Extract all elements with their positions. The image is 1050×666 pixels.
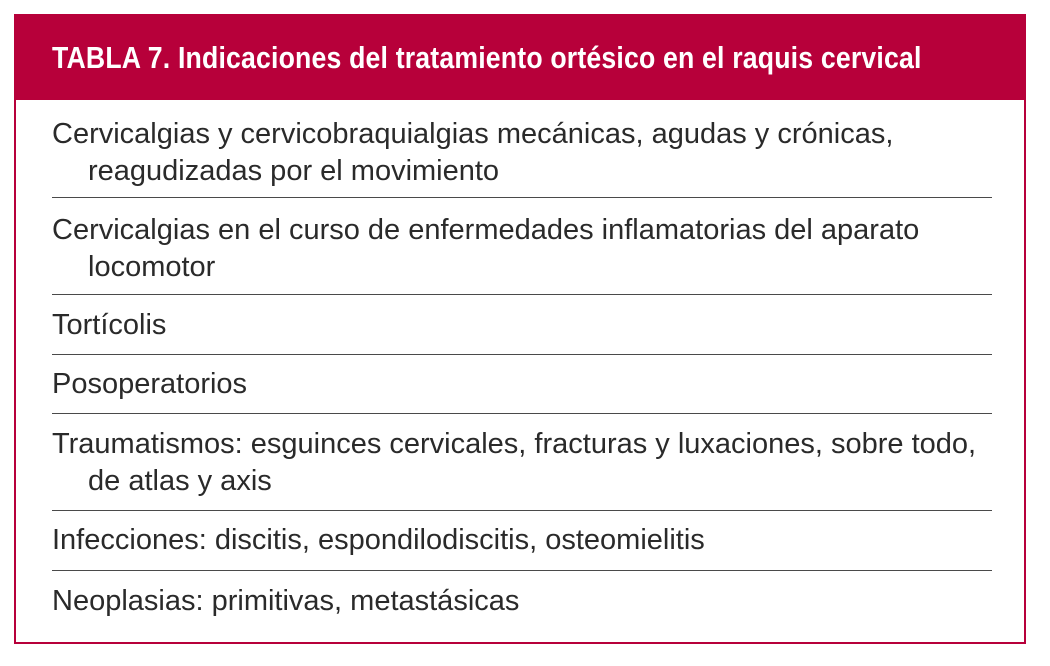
table-row-text: Traumatismos: esguinces cervicales, fracturas y luxaciones, sobre todo, de atlas y axis <box>52 428 977 497</box>
table-row <box>52 414 992 511</box>
table-row <box>52 198 992 295</box>
table-row <box>52 295 992 355</box>
table-row-text: Tortícolis <box>52 309 167 341</box>
table-row <box>52 355 992 414</box>
table-row <box>52 511 992 571</box>
table-row-text: Posoperatorios <box>52 368 248 400</box>
table-row-text: Cervicalgias y cervicobraquialgias mecánicas, agudas y crónicas, reagudizadas por el movimiento <box>52 118 894 187</box>
table-row <box>52 116 992 198</box>
table-row <box>52 571 992 631</box>
table-row-text: Infecciones: discitis, espondilodiscitis, osteomielitis <box>52 524 705 556</box>
table-header <box>16 16 1024 100</box>
table <box>14 14 1026 644</box>
table-row-text: Cervicalgias en el curso de enfermedades inflamatorias del aparato locomotor <box>52 214 920 283</box>
table-title: TABLA 7. Indicaciones del tratamiento ortésico en el raquis cervical <box>52 40 922 75</box>
table-row-text: Neoplasias: primitivas, metastásicas <box>52 585 520 617</box>
